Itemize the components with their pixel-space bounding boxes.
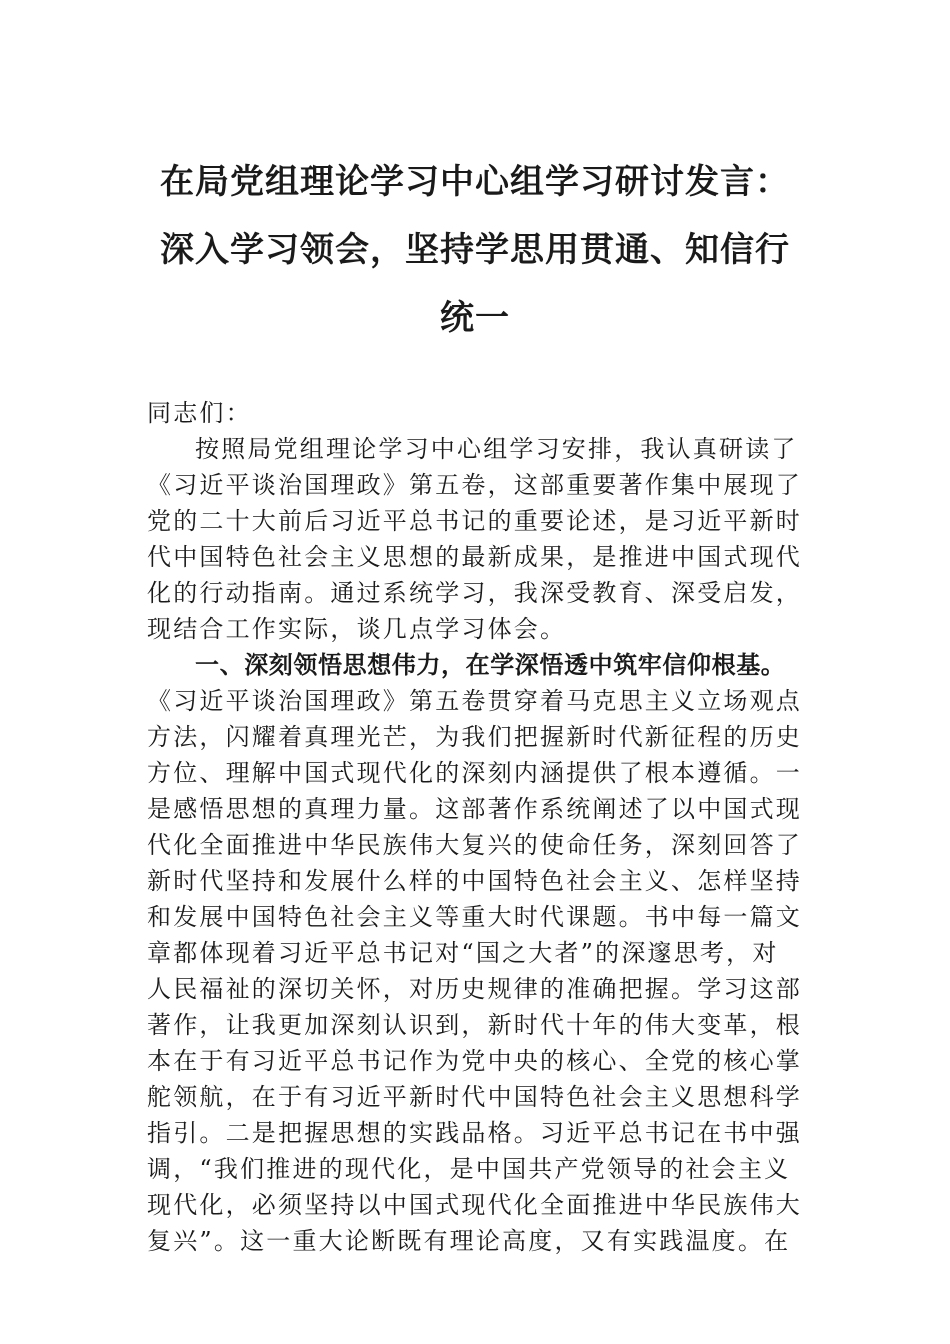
section-heading: 一、深刻领悟思想伟力，在学深悟透中筑牢信仰根基。 [195, 651, 786, 679]
salutation: 同志们： [147, 399, 252, 427]
paragraph-line: 复兴”。这一重大论断既有理论高度，又有实践温度。在 [147, 1227, 791, 1255]
paragraph-line: 指引。二是把握思想的实践品格。习近平总书记在书中强 [147, 1119, 802, 1147]
title-line: 统一 [440, 298, 510, 338]
paragraph-line: 方法，闪耀着真理光芒，为我们把握新时代新征程的历史 [147, 723, 802, 751]
paragraph-line: 《习近平谈治国理政》第五卷贯穿着马克思主义立场观点 [147, 687, 802, 715]
document-title [130, 148, 820, 352]
paragraph-line: 新时代坚持和发展什么样的中国特色社会主义、怎样坚持 [147, 867, 802, 895]
document-body [147, 395, 807, 1259]
intro-paragraph [147, 431, 807, 647]
paragraph-line: 按照局党组理论学习中心组学习安排，我认真研读了 [195, 435, 798, 463]
title-line: 深入学习领会，坚持学思用贯通、知信行 [160, 230, 790, 270]
paragraph-line: 调，“我们推进的现代化，是中国共产党领导的社会主义 [147, 1155, 791, 1183]
paragraph-line: 方位、理解中国式现代化的深刻内涵提供了根本遵循。一 [147, 759, 802, 787]
section-1-paragraph [147, 647, 807, 1259]
paragraph-line: 化的行动指南。通过系统学习，我深受教育、深受启发， [147, 579, 802, 607]
paragraph-line: 代中国特色社会主义思想的最新成果，是推进中国式现代 [147, 543, 802, 571]
paragraph-line: 著作，让我更加深刻认识到，新时代十年的伟大变革，根 [147, 1011, 802, 1039]
paragraph-line: 和发展中国特色社会主义等重大时代课题。书中每一篇文 [147, 903, 802, 931]
paragraph-line: 现代化，必须坚持以中国式现代化全面推进中华民族伟大 [147, 1191, 802, 1219]
paragraph-line: 党的二十大前后习近平总书记的重要论述，是习近平新时 [147, 507, 802, 535]
paragraph-line: 人民福祉的深切关怀，对历史规律的准确把握。学习这部 [147, 975, 802, 1003]
paragraph-line: 现结合工作实际，谈几点学习体会。 [147, 615, 567, 643]
paragraph-line: 代化全面推进中华民族伟大复兴的使命任务，深刻回答了 [147, 831, 802, 859]
paragraph-line: 本在于有习近平总书记作为党中央的核心、全党的核心掌 [147, 1047, 802, 1075]
title-line: 在局党组理论学习中心组学习研讨发言： [160, 162, 790, 202]
paragraph-line: 舵领航，在于有习近平新时代中国特色社会主义思想科学 [147, 1083, 802, 1111]
paragraph-line: 《习近平谈治国理政》第五卷，这部重要著作集中展现了 [147, 471, 802, 499]
paragraph-line: 章都体现着习近平总书记对“国之大者”的深邃思考，对 [147, 939, 779, 967]
paragraph-line: 是感悟思想的真理力量。这部著作系统阐述了以中国式现 [147, 795, 802, 823]
